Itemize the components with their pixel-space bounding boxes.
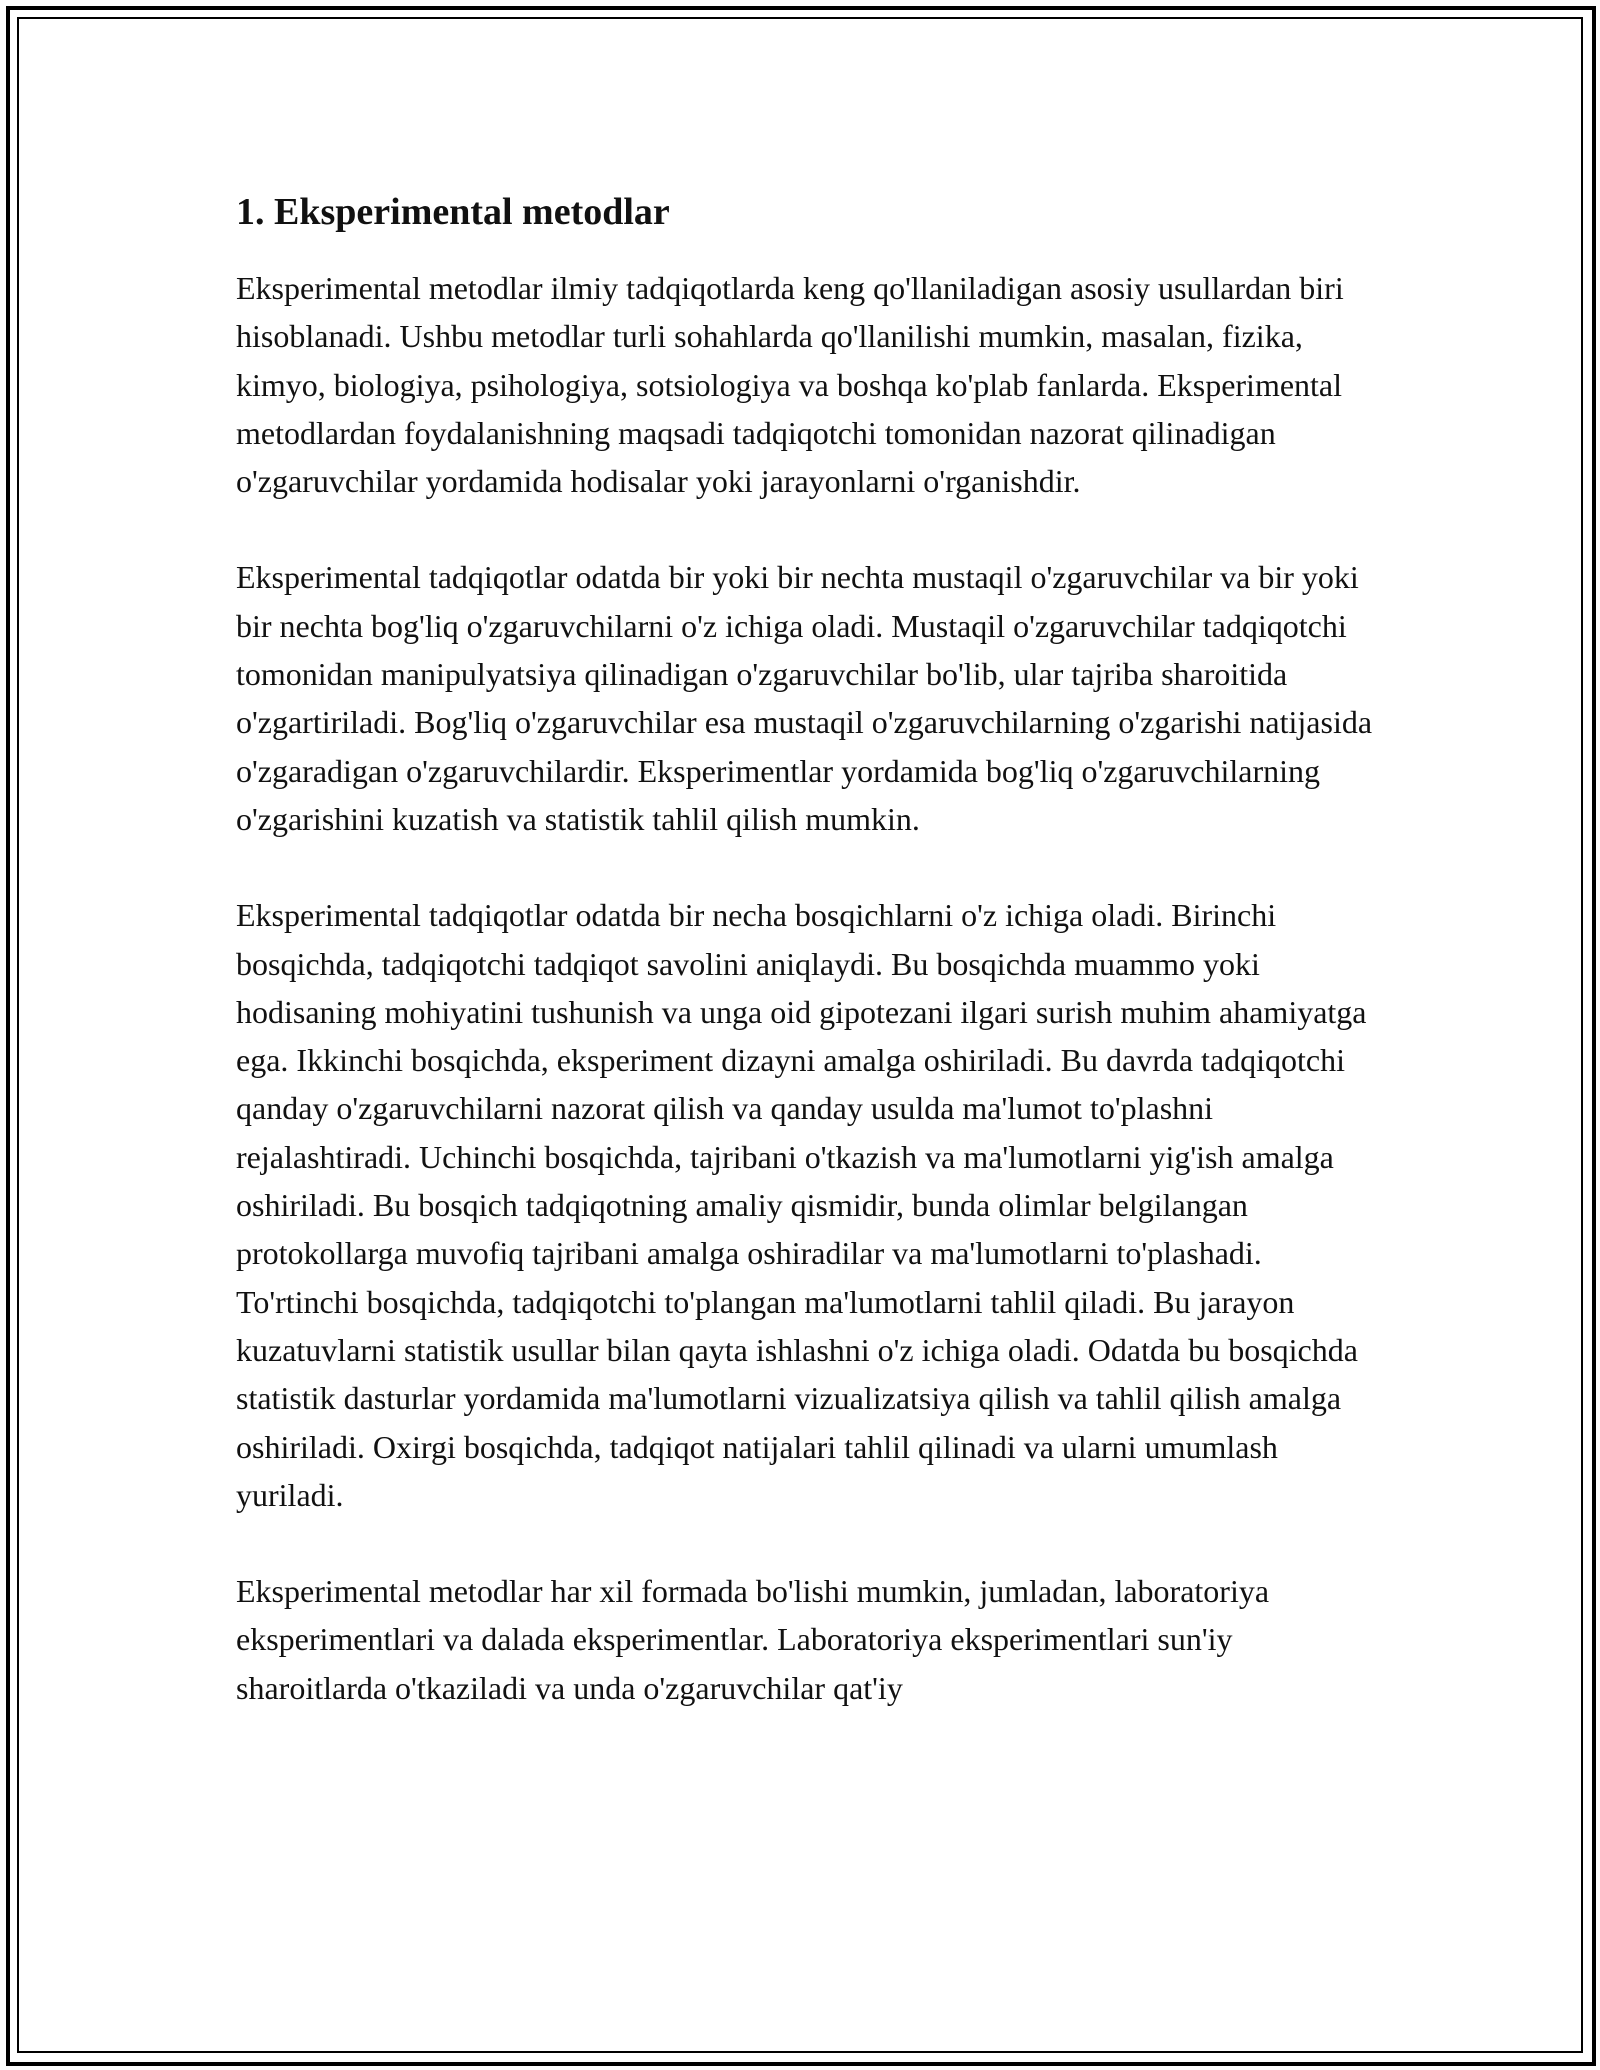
paragraph-3: Eksperimental tadqiqotlar odatda bir necha bosqichlarni o'z ichiga oladi. Birinchi bosqichda, tadqiqotchi tadqiqot savolini aniqlaydi. Bu bosqichda muammo yoki hodisaning mohiyatini tushunish va unga oid gipotezani ilgari surish muhim ahamiyatga ega. Ikkinchi bosqichda, eksperiment dizayni amalga oshiriladi. Bu davrda tadqiqotchi qanday o'zgaruvchilarni nazorat qilish va qanday usulda ma'lumot to'plashni rejalashtiradi. Uchinchi bosqichda, tajribani o'tkazish va ma'lumotlarni yig'ish amalga oshiriladi. Bu bosqich tadqiqotning amaliy qismidir, bunda olimlar belgilangan protokollarga muvofiq tajribani amalga oshiradilar va ma'lumotlarni to'plashadi. To'rtinchi bosqichda, tadqiqotchi to'plangan ma'lumotlarni tahlil qiladi. Bu jarayon kuzatuvlarni statistik usullar bilan qayta ishlashni o'z ichiga oladi. Odatda bu bosqichda statistik dasturlar yordamida ma'lumotlarni vizualizatsiya qilish va tahlil qilish amalga oshiriladi. Oxirgi bosqichda, tadqiqot natijalari tahlil qilinadi va ularni umumlash yuriladi. [236,897,1367,1513]
section-heading: 1. Eksperimental metodlar [236,191,670,233]
paragraph-4: Eksperimental metodlar har xil formada bo'lishi mumkin, jumladan, laboratoriya eksperimentlari va dalada eksperimentlar. Laboratoriya eksperimentlari sun'iy sharoitlarda o'tkaziladi va unda o'zgaruvchilar qat'iy [236,1573,1270,1706]
paragraph-1: Eksperimental metodlar ilmiy tadqiqotlarda keng qo'llaniladigan asosiy usullardan biri hisoblanadi. Ushbu metodlar turli sohahlarda qo'llanilishi mumkin, masalan, fizika, kimyo, biologiya, psihologiya, sotsiologiya va boshqa ko'plab fanlarda. Eksperimental metodlardan foydalanishning maqsadi tadqiqotchi tomonidan nazorat qilinadigan o'zgaruvchilar yordamida hodisalar yoki jarayonlarni o'rganishdir. [236,270,1344,500]
paragraph-2: Eksperimental tadqiqotlar odatda bir yoki bir nechta mustaqil o'zgaruvchilar va bir yoki bir nechta bog'liq o'zgaruvchilarni o'z ichiga oladi. Mustaqil o'zgaruvchilar tadqiqotchi tomonidan manipulyatsiya qilinadigan o'zgaruvchilar bo'lib, ular tajriba sharoitida o'zgartiriladi. Bog'liq o'zgaruvchilar esa mustaqil o'zgaruvchilarning o'zgarishi natijasida o'zgaradigan o'zgaruvchilardir. Eksperimentlar yordamida bog'liq o'zgaruvchilarning o'zgarishini kuzatish va statistik tahlil qilish mumkin. [236,559,1373,837]
document-body [236,186,1386,1760]
